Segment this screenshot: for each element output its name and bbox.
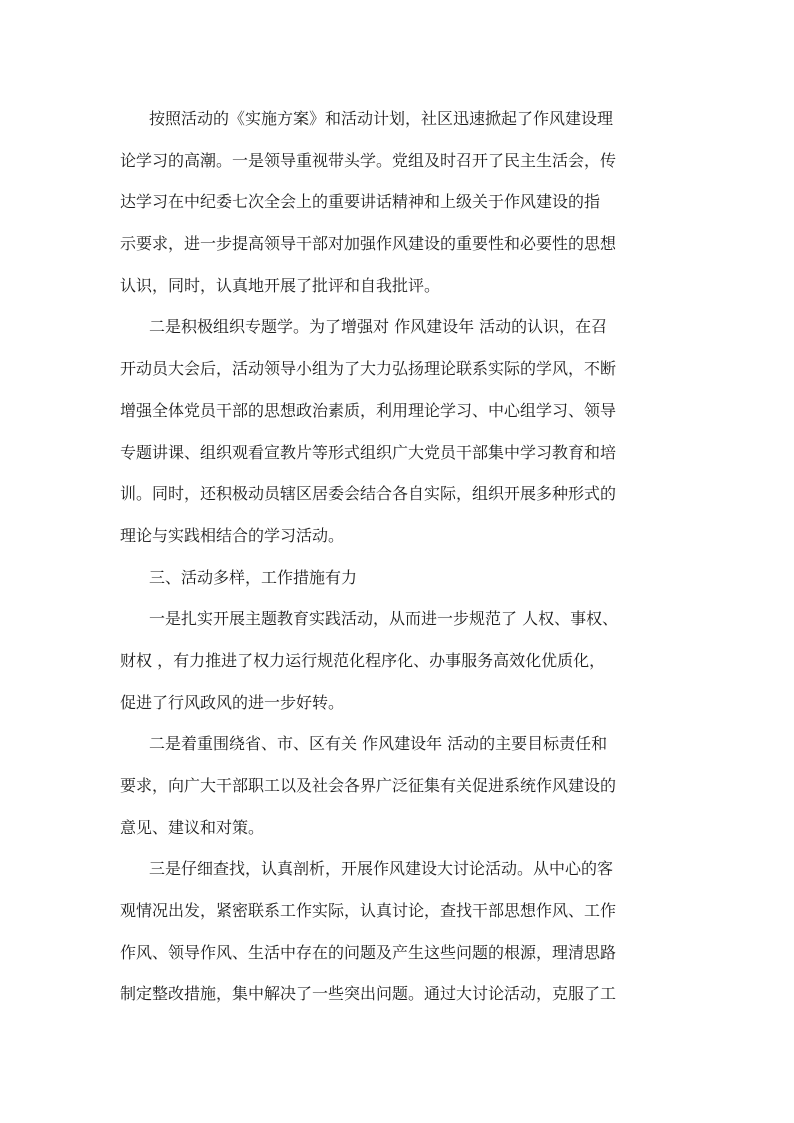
text-line: 一是扎实开展主题教育实践活动，从而进一步规范了 人权、事权、 bbox=[149, 609, 619, 629]
text-line: 二是着重围绕省、市、区有关 作风建设年 活动的主要目标责任和 bbox=[149, 734, 608, 754]
text-line: 意见、建议和对策。 bbox=[120, 817, 265, 837]
text-line: 促进了行风政风的进一步好转。 bbox=[120, 692, 345, 712]
text-line: 开动员大会后，活动领导小组为了大力弘扬理论联系实际的学风，不断 bbox=[120, 359, 617, 379]
text-line: 达学习在中纪委七次全会上的重要讲话精神和上级关于作风建设的指 bbox=[120, 192, 601, 212]
text-line: 示要求，进一步提高领导干部对加强作风建设的重要性和必要性的思想 bbox=[120, 234, 617, 254]
text-line: 专题讲课、组织观看宣教片等形式组织广大党员干部集中学习教育和培 bbox=[120, 442, 617, 462]
text-line: 观情况出发，紧密联系工作实际，认真讨论，查找干部思想作风、工作 bbox=[120, 901, 617, 921]
text-line: 增强全体党员干部的思想政治素质，利用理论学习、中心组学习、领导 bbox=[120, 400, 617, 420]
text-line: 三是仔细查找，认真剖析，开展作风建设大讨论活动。从中心的客 bbox=[149, 859, 614, 879]
text-line: 理论与实践相结合的学习活动。 bbox=[120, 525, 345, 545]
section-heading: 三、活动多样，工作措施有力 bbox=[149, 567, 358, 587]
text-line: 按照活动的《实施方案》和活动计划，社区迅速掀起了作风建设理 bbox=[149, 109, 614, 128]
text-line: 论学习的高潮。一是领导重视带头学。党组及时召开了民主生活会，传 bbox=[120, 150, 617, 170]
document-body bbox=[120, 98, 676, 1015]
text-line: 训。同时，还积极动员辖区居委会结合各自实际，组织开展多种形式的 bbox=[120, 484, 617, 504]
text-line: 财权 ，有力推进了权力运行规范化程序化、办事服务高效化优质化， bbox=[120, 650, 606, 670]
text-line: 要求，向广大干部职工以及社会各界广泛征集有关促进系统作风建设的 bbox=[120, 776, 617, 795]
text-line: 作风、领导作风、生活中存在的问题及产生这些问题的根源，理清思路 bbox=[120, 942, 617, 962]
text-line: 二是积极组织专题学。为了增强对 作风建设年 活动的认识，在召 bbox=[149, 317, 608, 337]
text-line: 认识，同时，认真地开展了批评和自我批评。 bbox=[120, 275, 441, 295]
text-line: 制定整改措施，集中解决了一些突出问题。通过大讨论活动，克服了工 bbox=[120, 984, 617, 1004]
